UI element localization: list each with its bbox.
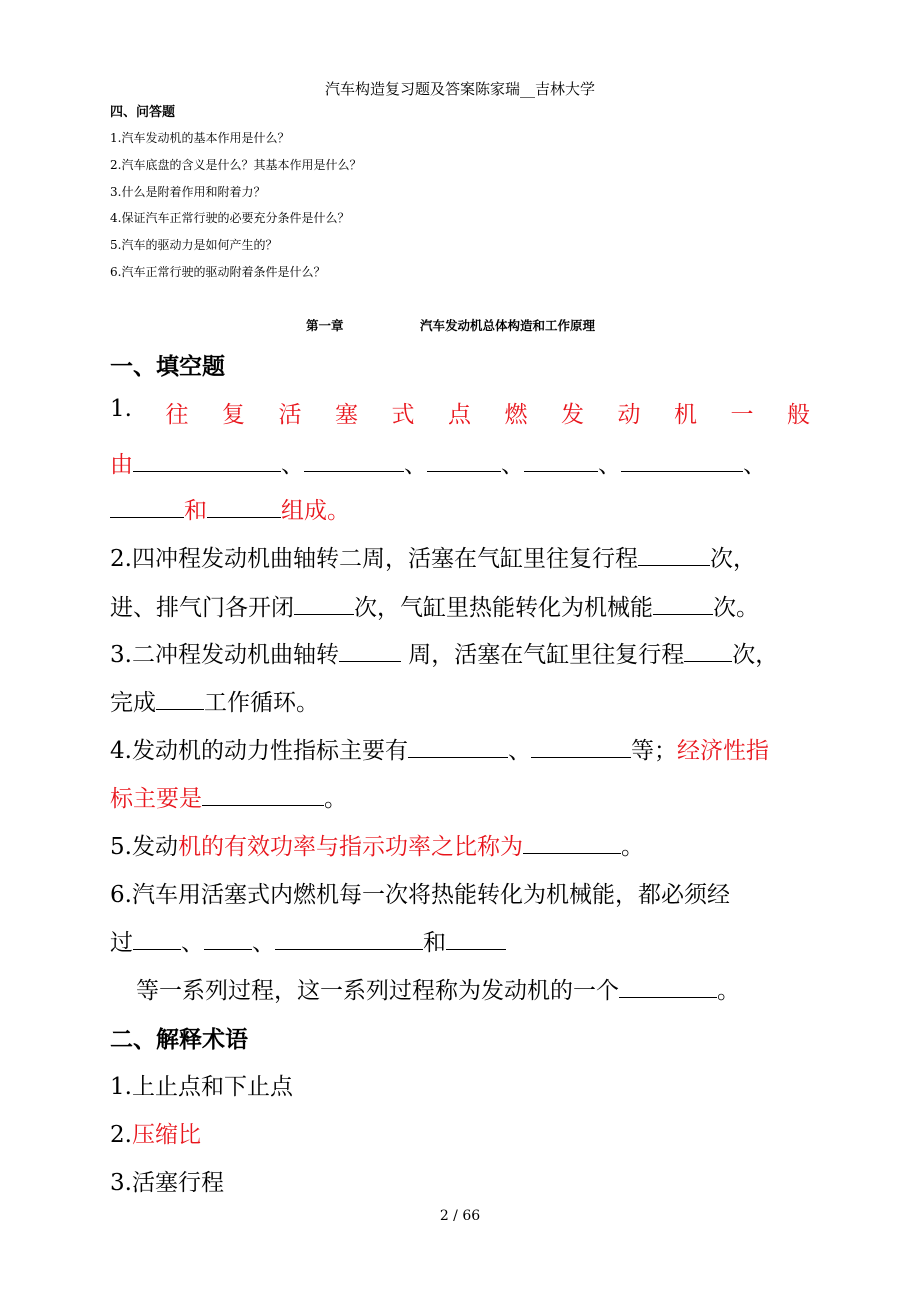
page-number: 2 / 66 [439,1208,481,1224]
term-2 [110,1116,201,1149]
blank[interactable] [524,449,598,472]
q6-text: 、 [252,930,275,956]
sep: 、 [501,452,524,478]
blank[interactable] [133,449,281,472]
fill-q5-line [110,828,644,861]
q6-text: 6.汽车用活塞式内燃机每一次将热能转化为机械能，都必须经 [110,882,730,908]
q1-char: 式 [391,402,415,428]
q2-text: 进、排气门各开闭 [110,595,294,621]
q6-text: 、 [181,930,204,956]
fill-q2-line2 [110,589,759,622]
q2-text: 2.四冲程发动机曲轴转二周，活塞在气缸里往复行程 [110,546,638,572]
blank[interactable] [133,927,181,950]
q1-he: 和 [184,498,207,524]
fill-q1-line1 [110,396,810,429]
question-4: 4.保证汽车正常行驶的必要充分条件是什么？ [110,211,350,225]
q1-you: 由 [110,452,133,478]
blank[interactable] [619,975,717,998]
q2-text: 次，气缸里热能转化为机械能 [354,595,653,621]
q1-char: 往 [165,402,189,428]
chapter-title: 汽车发动机总体构造和工作原理 [420,318,596,333]
q3-text: 周，活塞在气缸里往复行程 [400,642,685,668]
blank[interactable] [339,639,401,662]
blank[interactable] [621,449,743,472]
fill-q2-line1 [110,540,756,573]
q4-red: 经济性指 [676,738,769,764]
q1-char: 般 [786,402,810,428]
sep: 、 [743,452,766,478]
q4-red: 标主要是 [110,786,202,812]
q1-char: 机 [673,402,697,428]
sep: 、 [598,452,621,478]
q3-text: 次， [732,642,779,668]
q5-text: 。 [620,834,644,860]
fill-q4-line2 [110,780,347,813]
question-2: 2.汽车底盘的含义是什么？其基本作用是什么？ [110,158,362,172]
blank[interactable] [304,449,404,472]
blank[interactable] [202,783,324,806]
fill-q4-line1 [110,732,769,765]
blank[interactable] [684,639,732,662]
blank[interactable] [446,927,506,950]
fill-q6-line2 [110,924,506,957]
q3-text: 工作循环。 [204,690,319,716]
fill-q1-line3 [110,492,350,525]
question-6: 6.汽车正常行驶的驱动附着条件是什么？ [110,265,326,279]
blank[interactable] [653,592,713,615]
q1-char: 燃 [504,402,528,428]
q3-text: 3.二冲程发动机曲轴转 [110,642,339,668]
q1-char: 塞 [334,402,358,428]
q5-red: 机的有效功率与指示功率之比称为 [177,834,523,860]
blank[interactable] [207,495,281,518]
q1-char: 发 [560,402,584,428]
section-4-title: 四、问答题 [110,105,176,120]
q4-text: 、 [507,738,531,764]
term-2-num: 2. [110,1122,132,1148]
term-3: 3.活塞行程 [110,1170,224,1196]
q1-char: 活 [278,402,302,428]
blank[interactable] [427,449,501,472]
fill-q6-line3 [136,972,740,1005]
blank[interactable] [294,592,354,615]
term-2-text: 压缩比 [131,1122,201,1148]
q6-text: 和 [423,930,446,956]
fill-q3-line1 [110,636,778,669]
q6-text: 等一系列过程，这一系列过程称为发动机的一个 [136,978,619,1004]
fill-q6-line1 [110,876,730,909]
q6-text: 。 [717,978,740,1004]
page-header: 汽车构造复习题及答案陈家瑞__吉林大学 [324,80,595,98]
blank[interactable] [204,927,252,950]
blank[interactable] [156,687,204,710]
blank[interactable] [531,735,631,758]
fill-q1-line2 [110,446,766,479]
blank[interactable] [110,495,184,518]
blank[interactable] [408,735,508,758]
question-3: 3.什么是附着作用和附着力？ [110,185,266,199]
q4-text: 等； [630,738,677,764]
term-1: 1.上止点和下止点 [110,1074,293,1100]
q1-num: 1. [110,396,132,422]
sep: 、 [404,452,427,478]
blank[interactable] [275,927,423,950]
fill-in-section-title: 一、填空题 [110,354,225,380]
q2-text: 次， [709,546,756,572]
q6-text: 过 [110,930,133,956]
sep: 、 [281,452,304,478]
q4-text: 4.发动机的动力性指标主要有 [110,738,408,764]
q3-text: 完成 [110,690,156,716]
blank[interactable] [638,543,710,566]
terms-section-title: 二、解释术语 [110,1027,248,1053]
q1-char: 复 [221,402,245,428]
q1-char: 一 [730,402,754,428]
q1-end: 组成。 [281,498,350,524]
q1-char: 点 [447,402,471,428]
fill-q3-line2 [110,684,319,717]
q4-text: 。 [324,786,347,812]
q5-text: 5.发动 [110,834,178,860]
q2-text: 次。 [713,595,759,621]
q1-char: 动 [617,402,641,428]
question-5: 5.汽车的驱动力是如何产生的？ [110,238,278,252]
question-1: 1.汽车发动机的基本作用是什么？ [110,131,290,145]
blank[interactable] [523,831,621,854]
chapter-number: 第一章 [306,318,344,333]
